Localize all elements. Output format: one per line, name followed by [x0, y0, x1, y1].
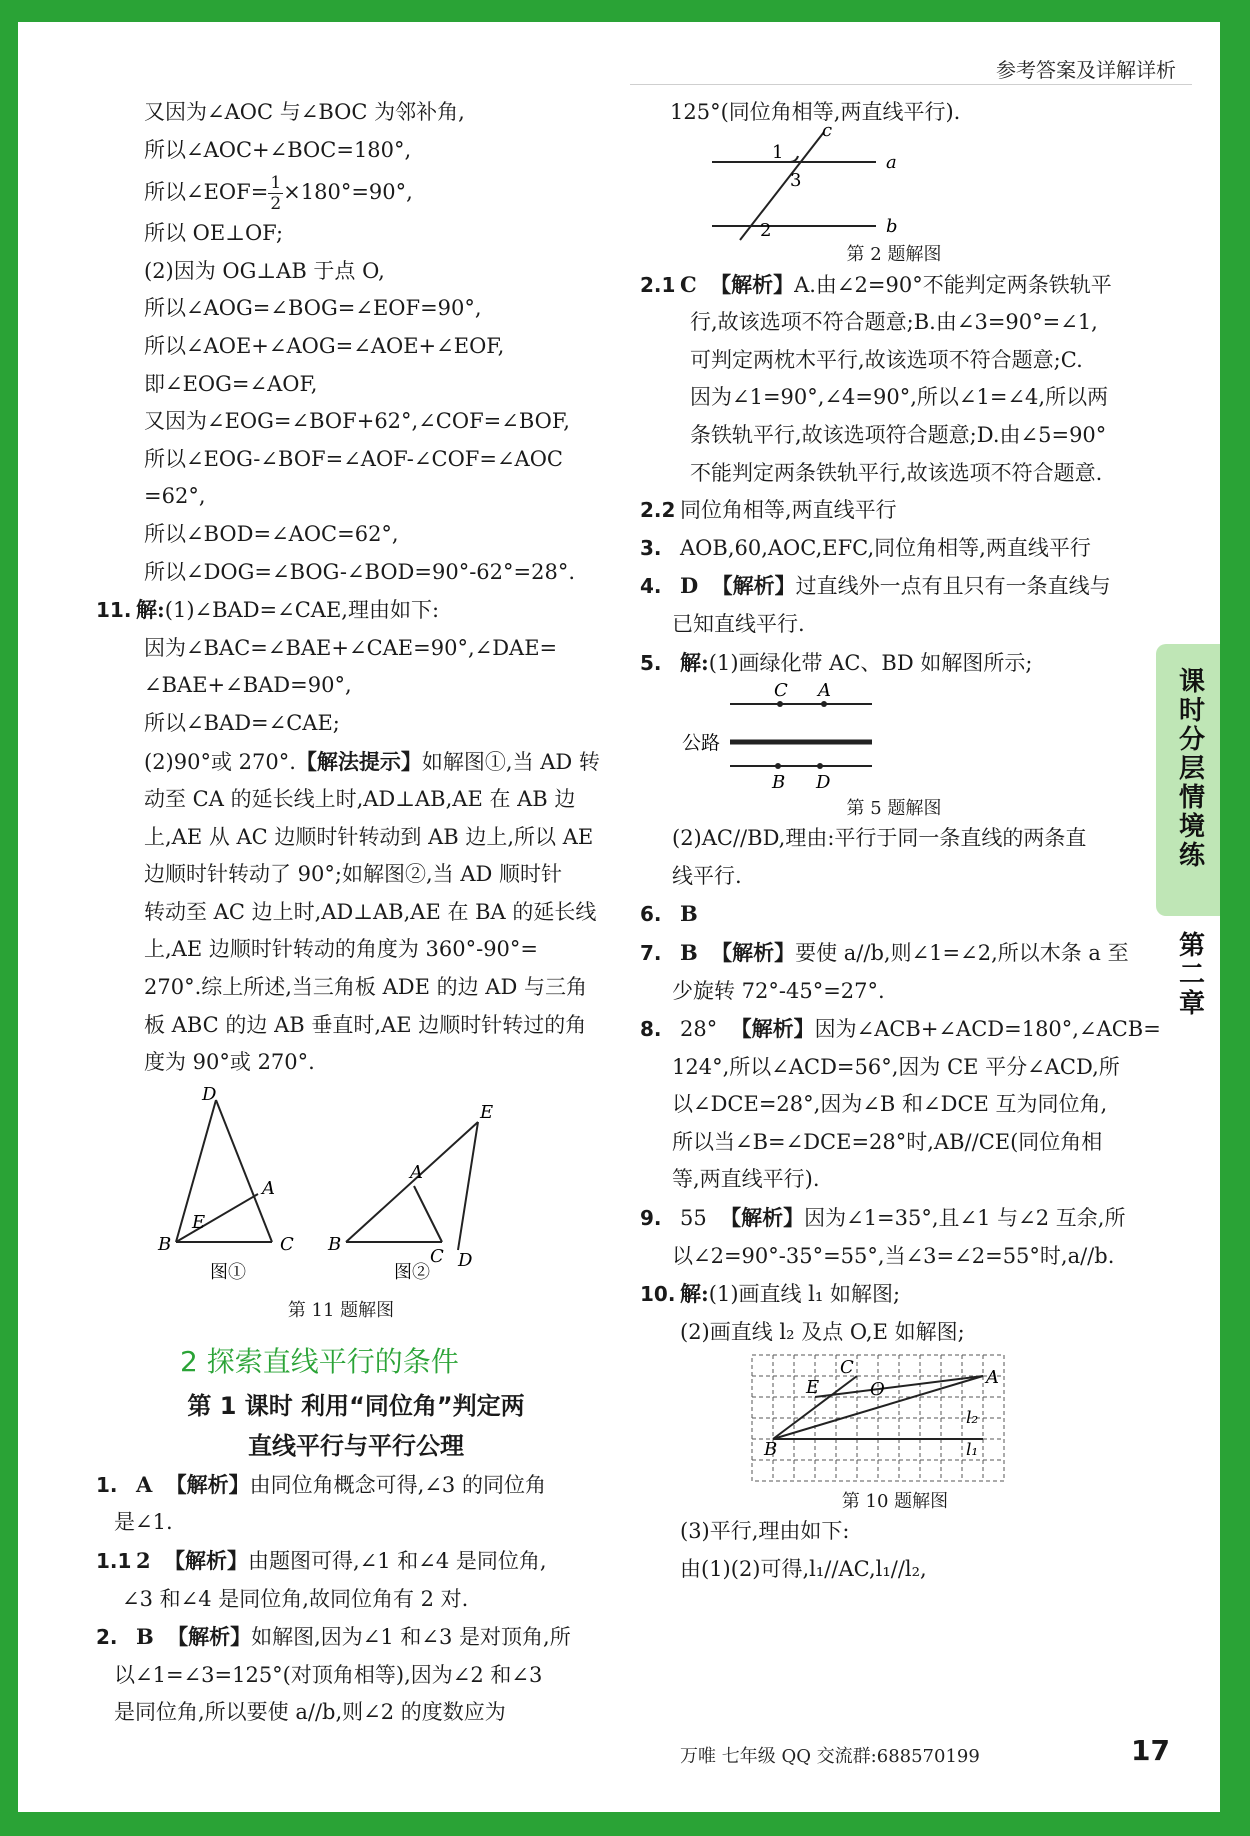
question-number: 2.: [96, 1625, 118, 1650]
label-b: B: [158, 1233, 172, 1255]
fraction-numerator: 1: [270, 173, 282, 194]
text-line: 即∠EOG=∠AOF,: [144, 371, 318, 396]
text-line: 所以∠AOG=∠BOG=∠EOF=90°,: [144, 296, 482, 321]
text-line: 所以∠EOG-∠BOF=∠AOF-∠COF=∠AOC: [144, 446, 563, 471]
answer: 28°: [680, 1017, 718, 1042]
question-2-1: [640, 266, 1160, 305]
chapter-label: 第二章: [1178, 931, 1205, 1019]
point-d: [817, 763, 823, 769]
solution-label: 解:: [680, 1281, 709, 1307]
analysis-tag: 【解析】: [711, 939, 796, 965]
fraction-denominator: 2: [270, 194, 282, 215]
text-line: 等,两直线平行).: [672, 1167, 820, 1192]
section-title: 2 探索直线平行的条件: [180, 1344, 459, 1378]
angle-2: 2: [760, 219, 772, 241]
label-a-2: A: [410, 1161, 423, 1183]
green-border-top: [0, 0, 1250, 22]
text: (1)画绿化带 AC、BD 如解图所示;: [708, 650, 1033, 675]
question-4: [640, 567, 1160, 606]
text-line: (2)因为 OG⊥AB 于点 O,: [144, 258, 385, 283]
figure-11-label-2: 图②: [394, 1261, 430, 1283]
text-line: 上,AE 从 AC 边顺时针转动到 AB 边上,所以 AE: [144, 824, 594, 849]
lesson-title-2: 直线平行与平行公理: [248, 1431, 464, 1460]
text: (1)∠BAD=∠CAE,理由如下:: [164, 598, 440, 623]
question-number: 11.: [96, 598, 132, 623]
lesson-title-1: 第 1 课时 利用“同位角”判定两: [187, 1391, 525, 1420]
angle-1: 1: [772, 141, 784, 163]
header-rule: [630, 84, 1192, 85]
road-label: 公路: [682, 732, 721, 755]
text-line: (2)画直线 l₂ 及点 O,E 如解图;: [680, 1319, 965, 1344]
text-line: 又因为∠EOG=∠BOF+62°,∠COF=∠BOF,: [144, 409, 570, 434]
figure-11-caption: 第 11 题解图: [287, 1299, 395, 1321]
label-a: A: [818, 680, 831, 702]
text-line: 转动至 AC 边上时,AD⊥AB,AE 在 BA 的延长线: [144, 899, 597, 924]
text-line: 所以∠BOD=∠AOC=62°,: [144, 521, 399, 546]
question-7: [640, 934, 1160, 973]
figure-10: [640, 1351, 1160, 1487]
text: A.由∠2=90°不能判定两条铁轨平: [794, 272, 1112, 297]
question-number: 8.: [640, 1017, 662, 1042]
angle-3: 3: [790, 169, 802, 191]
point-b: [775, 763, 781, 769]
text-line: 条铁轨平行,故该选项符合题意;D.由∠5=90°: [690, 422, 1107, 447]
answer: B: [136, 1624, 154, 1650]
solution-label: 解:: [136, 597, 165, 623]
text: (2)90°或 270°.: [144, 749, 296, 774]
question-1: [96, 1466, 616, 1505]
figure-11-label-1: 图①: [210, 1261, 246, 1283]
figure-11-svg: [96, 1082, 616, 1296]
question-number: 2.2: [640, 498, 676, 523]
label-d-2: D: [458, 1249, 473, 1271]
question-10: [640, 1275, 1160, 1314]
text-line: ∠BAE+∠BAD=90°,: [144, 673, 352, 698]
line-ed-2: [458, 1122, 478, 1250]
hint-tag: 【解法提示】: [295, 748, 422, 774]
text: 因为∠ACB+∠ACD=180°,∠ACB=: [814, 1017, 1161, 1042]
label-o: O: [870, 1379, 885, 1401]
left-column: [96, 94, 616, 1732]
footer-text: 万唯 七年级 QQ 交流群:688570199: [680, 1746, 980, 1767]
label-l2: l₂: [966, 1408, 979, 1429]
label-b: B: [764, 1439, 778, 1461]
question-6: [640, 895, 1160, 934]
point-c: [777, 701, 783, 707]
text-line: 已知直线平行.: [672, 611, 805, 636]
text-line: 度为 90°或 270°.: [144, 1050, 315, 1075]
text-line: =62°,: [144, 484, 206, 509]
fraction-suffix: ×180°=90°,: [283, 180, 413, 205]
figure-11-diagram-1: [176, 1100, 272, 1242]
text-line: 又因为∠AOC 与∠BOC 为邻补角,: [144, 100, 465, 124]
question-9: [640, 1199, 1160, 1238]
green-border-left: [0, 0, 18, 1836]
fraction-line: [96, 169, 616, 215]
label-d: D: [202, 1083, 217, 1105]
question-number: 10.: [640, 1282, 676, 1307]
analysis-tag: 【解析】: [720, 1205, 805, 1231]
answer: C: [680, 271, 697, 297]
answer: 55: [680, 1206, 707, 1231]
label-b: B: [772, 772, 786, 794]
label-c-2: C: [430, 1245, 444, 1267]
text-line: 124°,所以∠ACD=56°,因为 CE 平分∠ACD,所: [672, 1054, 1120, 1079]
text-line: 所以∠AOC+∠BOC=180°,: [144, 137, 412, 162]
text-line: 动至 CA 的延长线上时,AD⊥AB,AE 在 AB 边: [144, 787, 576, 812]
label-e: E: [192, 1211, 206, 1233]
question-number: 7.: [640, 940, 662, 965]
analysis-tag: 【解析】: [730, 1016, 815, 1042]
line-ac-2: [414, 1186, 442, 1242]
text-line: (3)平行,理由如下:: [680, 1519, 850, 1544]
question-number: 9.: [640, 1206, 662, 1231]
text-line: 125°(同位角相等,两直线平行).: [670, 100, 961, 124]
text-line: 所以∠AOE+∠AOG=∠AOE+∠EOF,: [144, 333, 505, 358]
text: 同位角相等,两直线平行: [680, 498, 897, 523]
fraction: [268, 173, 283, 214]
answer: B: [680, 901, 698, 927]
text-line: 所以∠BAD=∠CAE;: [144, 710, 340, 735]
text-line: 不能判定两条铁轨平行,故该选项不符合题意.: [690, 460, 1103, 485]
text-line: 因为∠1=90°,∠4=90°,所以∠1=∠4,所以两: [690, 385, 1109, 410]
question-1-1: [96, 1542, 616, 1581]
text-line: 上,AE 边顺时针转动的角度为 360°-90°=: [144, 937, 539, 962]
text-line: 是同位角,所以要使 a//b,则∠2 的度数应为: [114, 1700, 506, 1725]
right-column: [640, 94, 1160, 1589]
question-number: 5.: [640, 650, 662, 675]
figure-5-svg: [640, 682, 1160, 794]
label-b-2: B: [328, 1233, 342, 1255]
analysis-tag: 【解析】: [163, 1548, 248, 1574]
text: AOB,60,AOC,EFC,同位角相等,两直线平行: [680, 535, 1091, 560]
answer: A: [136, 1471, 153, 1497]
figure-2-caption: 第 2 题解图: [846, 243, 942, 265]
label-d: D: [816, 772, 831, 794]
text-line: 以∠1=∠3=125°(对顶角相等),因为∠2 和∠3: [114, 1662, 543, 1687]
text-line: 少旋转 72°-45°=27°.: [672, 978, 885, 1003]
analysis-tag: 【解析】: [711, 573, 796, 599]
text-line: 是∠1.: [114, 1510, 173, 1535]
question-number: 3.: [640, 535, 662, 560]
fraction-prefix: 所以∠EOF=: [144, 180, 269, 205]
figure-11: [96, 1082, 616, 1296]
text-line: 行,故该选项不符合题意;B.由∠3=90°=∠1,: [690, 310, 1098, 335]
answer: B: [680, 939, 698, 965]
label-e-2: E: [480, 1101, 494, 1123]
analysis-tag: 【解析】: [165, 1471, 250, 1497]
figure-2: [640, 119, 1160, 241]
text-line: ∠3 和∠4 是同位角,故同位角有 2 对.: [122, 1586, 469, 1611]
question-number: 1.1: [96, 1549, 132, 1574]
text-line: (2)AC//BD,理由:平行于同一条直线的两条直: [672, 826, 1087, 851]
text-line: 以∠DCE=28°,因为∠B 和∠DCE 互为同位角,: [672, 1092, 1108, 1117]
text: (1)画直线 l₁ 如解图;: [708, 1282, 901, 1307]
question-8: [640, 1010, 1160, 1049]
question-5: [640, 644, 1160, 683]
figure-11-diagram-2: [346, 1122, 478, 1250]
question-2-2: [640, 492, 1160, 530]
label-a: a: [886, 151, 897, 173]
figure-10-svg: [640, 1351, 1160, 1487]
answer: D: [680, 573, 699, 599]
text: 过直线外一点有且只有一条直线与: [795, 574, 1111, 599]
question-number: 4.: [640, 574, 662, 599]
analysis-tag: 【解析】: [710, 271, 795, 297]
label-c: C: [280, 1233, 294, 1255]
label-e: E: [806, 1377, 820, 1399]
label-c: c: [822, 119, 833, 141]
text-line: 因为∠BAC=∠BAE+∠CAE=90°,∠DAE=: [144, 635, 558, 660]
figure-2-svg: [640, 119, 1160, 241]
text-line: 板 ABC 的边 AB 垂直时,AE 边顺时针转过的角: [144, 1012, 587, 1037]
question-number: 6.: [640, 902, 662, 927]
question-11: [96, 591, 616, 630]
figure-5: [640, 682, 1160, 794]
text: 要使 a//b,则∠1=∠2,所以木条 a 至: [795, 940, 1129, 965]
solution-label: 解:: [680, 649, 709, 675]
figure-5-caption: 第 5 题解图: [846, 798, 942, 820]
point-a: [821, 701, 827, 707]
label-b: b: [886, 215, 898, 237]
text: 如解图,因为∠1 和∠3 是对顶角,所: [251, 1625, 571, 1650]
analysis-tag: 【解析】: [167, 1624, 252, 1650]
answer: 2: [136, 1548, 151, 1574]
green-border-bottom: [0, 1812, 1250, 1836]
text-line: 可判定两枕木平行,故该选项不符合题意;C.: [690, 347, 1083, 372]
question-2: [96, 1618, 616, 1657]
text-line: 边顺时针转动了 90°;如解图②,当 AD 顺时针: [144, 862, 562, 887]
question-3: [640, 530, 1160, 568]
text: 因为∠1=35°,且∠1 与∠2 互余,所: [804, 1206, 1126, 1231]
label-c: C: [774, 680, 788, 702]
text-line: 由(1)(2)可得,l₁//AC,l₁//l₂,: [680, 1557, 927, 1582]
green-border-right: [1220, 0, 1250, 1836]
question-number: 2.1: [640, 272, 676, 297]
question-number: 1.: [96, 1472, 118, 1497]
figure-10-caption: 第 10 题解图: [841, 1491, 949, 1513]
label-a: A: [262, 1177, 275, 1199]
label-c: C: [840, 1357, 854, 1379]
text: 由同位角概念可得,∠3 的同位角: [249, 1472, 546, 1497]
text: 由题图可得,∠1 和∠4 是同位角,: [247, 1549, 547, 1574]
side-tab-label: 课时分层情境练: [1178, 667, 1205, 871]
text-line: 以∠2=90°-35°=55°,当∠3=∠2=55°时,a//b.: [672, 1243, 1115, 1268]
label-l1: l₁: [966, 1440, 979, 1461]
text-line: 270°.综上所述,当三角板 ADE 的边 AD 与三角: [144, 975, 587, 1000]
text: 如解图①,当 AD 转: [421, 749, 600, 774]
text-line: 所以 OE⊥OF;: [144, 221, 284, 246]
page-number: 17: [1131, 1734, 1170, 1767]
text-line: 所以∠DOG=∠BOG-∠BOD=90°-62°=28°.: [144, 559, 576, 584]
text-line: 线平行.: [672, 863, 742, 888]
label-a: A: [986, 1367, 999, 1389]
line-cd: [216, 1100, 272, 1242]
text-line: 所以当∠B=∠DCE=28°时,AB//CE(同位角相: [672, 1129, 1103, 1154]
page-header: 参考答案及详解详析: [996, 58, 1176, 82]
text-line: [96, 743, 616, 782]
